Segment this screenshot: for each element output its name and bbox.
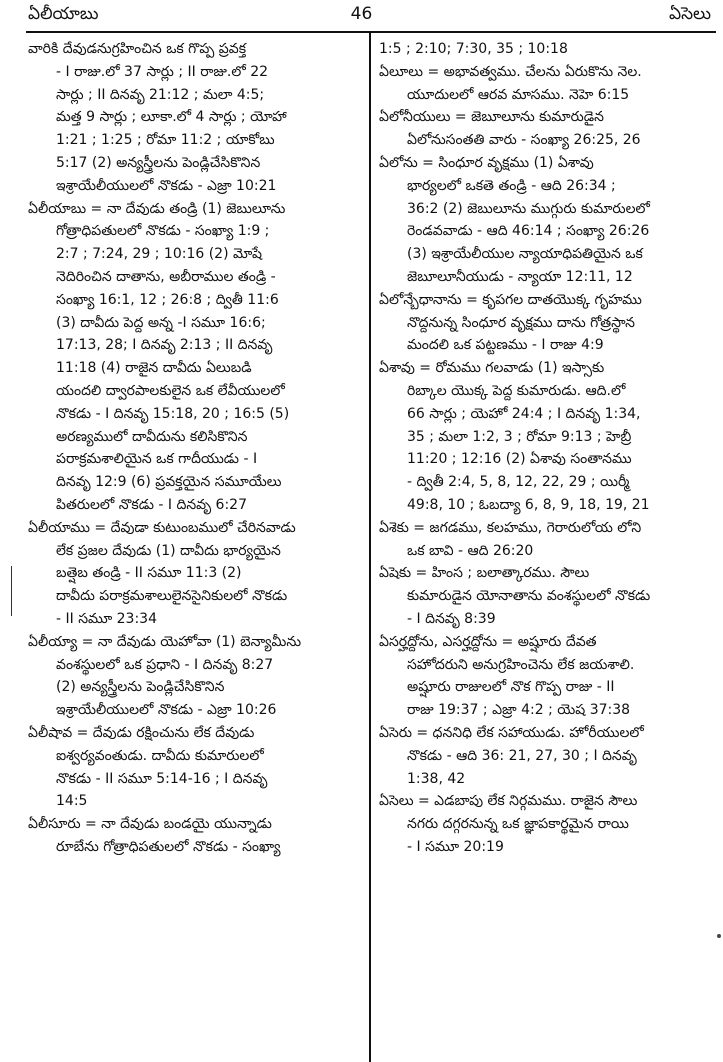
entry-text-line: నొకడు - I దినవృ 15:18, 20 ; 16:5 (5) <box>56 405 290 422</box>
entry-text-line: (2) అన్యస్త్రీలను పెండ్లిచేసికొనిన <box>56 679 225 696</box>
entry-text-line: - I రాజు.లో 37 సార్లు ; II రాజు.లో 22 <box>56 63 269 80</box>
entry-text-line: - ద్వితీ 2:4, 5, 8, 12, 22, 29 ; యిర్మీ <box>407 474 630 491</box>
entry-text-line: బత్షెబ తండ్రి - II సమూ 11:3 (2) <box>56 565 242 582</box>
entry-headword-line: ఏలోనీయులు = జెబూలూను కుమారుడైన <box>379 109 604 126</box>
entry-text-line: మందలి ఒక పట్టణము - I రాజు 4:9 <box>407 337 604 354</box>
right-column <box>379 38 715 859</box>
entry-text-line: యూదులలో ఆరవ మాసము. నెహె 6:15 <box>407 86 630 103</box>
left-column <box>28 38 362 859</box>
entry-text-line: - II సమూ 23:34 <box>56 610 157 627</box>
entry-text-line: కుమారుడైన యోనాతాను వంశస్థులలో నొకడు <box>407 588 651 605</box>
entry-headword-line: ఏలోన్బేధానాను = కృపగల దాతయొక్క గృహము <box>379 291 642 308</box>
entry-text-line: రూబేను గోత్రాధిపతులలో నొకడు - సంఖ్యా <box>56 838 281 855</box>
column-divider <box>369 31 371 1062</box>
entry-text-line: యందలి ద్వారపాలకులైన ఒక లేవీయులలో <box>56 382 285 399</box>
entry-text-line: (3) ఇశ్రాయేలీయుల న్యాయాధిపతియైన ఒక <box>407 246 643 263</box>
entry-headword-line: ఏలూలు = అభావత్వము. చేలను ఏరుకొను నెల. <box>379 63 642 80</box>
entry-text-line: - I సమూ 20:19 <box>407 838 504 855</box>
margin-dot <box>717 934 721 938</box>
entry-text-line: నగరు దగ్గరనున్న ఒక జ్ఞాపకార్థమైన రాయి <box>407 816 629 833</box>
entry-text-line: దినవృ 12:9 (6) ప్రవక్తయైన సమూయేలు <box>56 474 282 491</box>
entry-headword-line: ఏసర్హద్దోను, ఎసర్హద్దోను = అష్షూరు దేవత <box>379 633 597 650</box>
entry-headword-line: ఏలీయాబు = నా దేవుడు తండ్రి (1) జెబులూను <box>28 200 286 217</box>
entry-text-line: 5:17 (2) అన్యస్త్రీలను పెండ్లిచేసికొనిన <box>56 154 261 171</box>
entry-text-line: 1:5 ; 2:10; 7:30, 35 ; 10:18 <box>379 41 568 57</box>
entry-text-line: 14:5 <box>56 793 88 810</box>
entry-text-line: జెబూలూనీయుడు - న్యాయా 12:11, 12 <box>407 268 633 285</box>
entry-headword-line: ఏశావు = రోమము గలవాడు (1) ఇస్సాకు <box>379 360 605 377</box>
entry-text-line: వారికి దేవుడనుగ్రహించిన ఒక గొప్ప ప్రవక్త <box>28 41 247 57</box>
running-head-left: ఏలీయాబు <box>28 4 99 24</box>
entry-headword-line: ఏలీయ్యా = నా దేవుడు యెహోవా (1) బెన్యామీను <box>28 633 302 650</box>
entry-text-line: పితరులలో నొకడు - I దినవృ 6:27 <box>56 496 247 513</box>
entry-text-line: ఇశ్రాయేలీయులలో నొకడు - ఎజ్రా 10:21 <box>56 177 277 194</box>
entry-text-line: - I దినవృ 8:39 <box>407 610 496 627</box>
entry-text-line: 35 ; మలా 1:2, 3 ; రోమా 9:13 ; హెబ్రీ <box>407 428 632 445</box>
running-head-right: ఏసెలు <box>669 4 711 24</box>
entry-text-line: వంశస్థులలో ఒక ప్రధాని - I దినవృ 8:27 <box>56 656 274 673</box>
entry-text-line: నొకడు - II సమూ 5:14-16 ; I దినవృ <box>56 770 268 787</box>
entry-text-line: ఒక బావి - ఆది 26:20 <box>407 542 534 559</box>
entry-text-line: 36:2 (2) జెబులూను ముగ్గురు కుమారులలో <box>407 200 650 217</box>
entry-text-line: నెదిరించిన దాతాను, అబీరాముల తండ్రి - <box>56 268 276 285</box>
entry-text-line: 2:7 ; 7:24, 29 ; 10:16 (2) మోషే <box>56 246 262 263</box>
entry-text-line: రాజు 19:37 ; ఎజ్రా 4:2 ; యెష 37:38 <box>407 702 631 719</box>
entry-text-line: 49:8, 10 ; ఓబద్యా 6, 8, 9, 18, 19, 21 <box>407 496 650 513</box>
page-number: 46 <box>350 4 373 24</box>
entry-text-line: ఇశ్రాయేలీయులలో నొకడు - ఎజ్రా 10:26 <box>56 702 277 719</box>
entry-text-line: సహోదరుని అనుగ్రహించెను లేక జయశాలి. <box>407 656 635 673</box>
entry-headword-line: ఏలీయాము = దేవుడా కుటుంబములో చేరినవాడు <box>28 519 296 536</box>
entry-headword-line: ఏశెకు = జగడము, కలహము, గెరారులోయ లోని <box>379 519 642 536</box>
entry-text-line: మత్త 9 సార్లు ; లూకా.లో 4 సార్లు ; యోహా <box>56 109 287 126</box>
entry-headword-line: ఏలీసూరు = నా దేవుడు బండయై యున్నాడు <box>28 816 272 833</box>
entry-text-line: 1:21 ; 1:25 ; రోమా 11:2 ; యాకోబు <box>56 132 275 149</box>
entry-text-line: ఏలోనుసంతతి వారు - సంఖ్యా 26:25, 26 <box>407 132 641 149</box>
entry-text-line: భార్యలలో ఒకతె తండ్రి - ఆది 26:34 ; <box>407 177 616 194</box>
entry-text-line: రెండవవాడు - ఆది 46:14 ; సంఖ్యా 26:26 <box>407 223 650 240</box>
entry-text-line: 1:38, 42 <box>407 770 466 787</box>
entry-text-line: (3) దావీదు పెద్ద అన్న -I సమూ 16:6; <box>56 314 266 331</box>
entry-text-line: దావీదు పరాక్రమశాలులైనసైనికులలో నొకడు <box>56 588 288 605</box>
entry-headword-line: ఏషెకు = హింస ; బలాత్కారము. సౌలు <box>379 565 590 582</box>
entry-text-line: ఐశ్వర్యవంతుడు. దావీదు కుమారులలో <box>56 747 264 764</box>
entry-text-line: లేక ప్రజల దేవుడు (1) దావీదు భార్యయైన <box>56 542 281 559</box>
entry-text-line: సంఖ్యా 16:1, 12 ; 26:8 ; ద్వితీ 11:6 <box>56 291 279 308</box>
entry-text-line: గోత్రాధిపతులలో నొకడు - సంఖ్యా 1:9 ; <box>56 223 270 240</box>
entry-headword-line: ఏలీషావ = దేవుడు రక్షించును లేక దేవుడు <box>28 724 255 741</box>
entry-text-line: అష్షూరు రాజులలో నొక గొప్ప రాజు - II <box>407 679 615 696</box>
entry-text-line: అరణ్యములో దావీదును కలిసికొనిన <box>56 428 248 445</box>
entry-headword-line: ఏలోను = సింధూర వృక్షము (1) ఏశావు <box>379 154 594 171</box>
entry-text-line: 17:13, 28; I దినవృ 2:13 ; II దినవృ <box>56 337 273 354</box>
header-rule <box>26 31 716 33</box>
entry-text-line: పరాక్రమశాలియైన ఒక గాదీయుడు - I <box>56 451 258 468</box>
entry-text-line: నొద్దనున్న సింధూర వృక్షము దాను గోత్రస్థాన <box>407 314 635 331</box>
margin-mark <box>11 566 12 616</box>
entry-text-line: రిబ్కాల యొక్క పెద్ద కుమారుడు. ఆది.లో <box>407 382 626 399</box>
page-header <box>0 0 723 32</box>
entry-text-line: 11:18 (4) రాజైన దావీదు ఏలుబడి <box>56 360 252 377</box>
entry-text-line: 11:20 ; 12:16 (2) ఏశావు సంతానము <box>407 451 632 468</box>
entry-headword-line: ఏసెలు = ఎడబాపు లేక నిర్గమము. రాజైన సౌలు <box>379 793 638 810</box>
entry-headword-line: ఏసెరు = ధననిధి లేక సహాయుడు. హోరీయులలో <box>379 724 644 741</box>
entry-text-line: సార్లు ; II దినవృ 21:12 ; మలా 4:5; <box>56 86 265 103</box>
entry-text-line: 66 సార్లు ; యెహో 24:4 ; I దినవృ 1:34, <box>407 405 641 422</box>
entry-text-line: నొకడు - ఆది 36: 21, 27, 30 ; I దినవృ <box>407 747 637 764</box>
